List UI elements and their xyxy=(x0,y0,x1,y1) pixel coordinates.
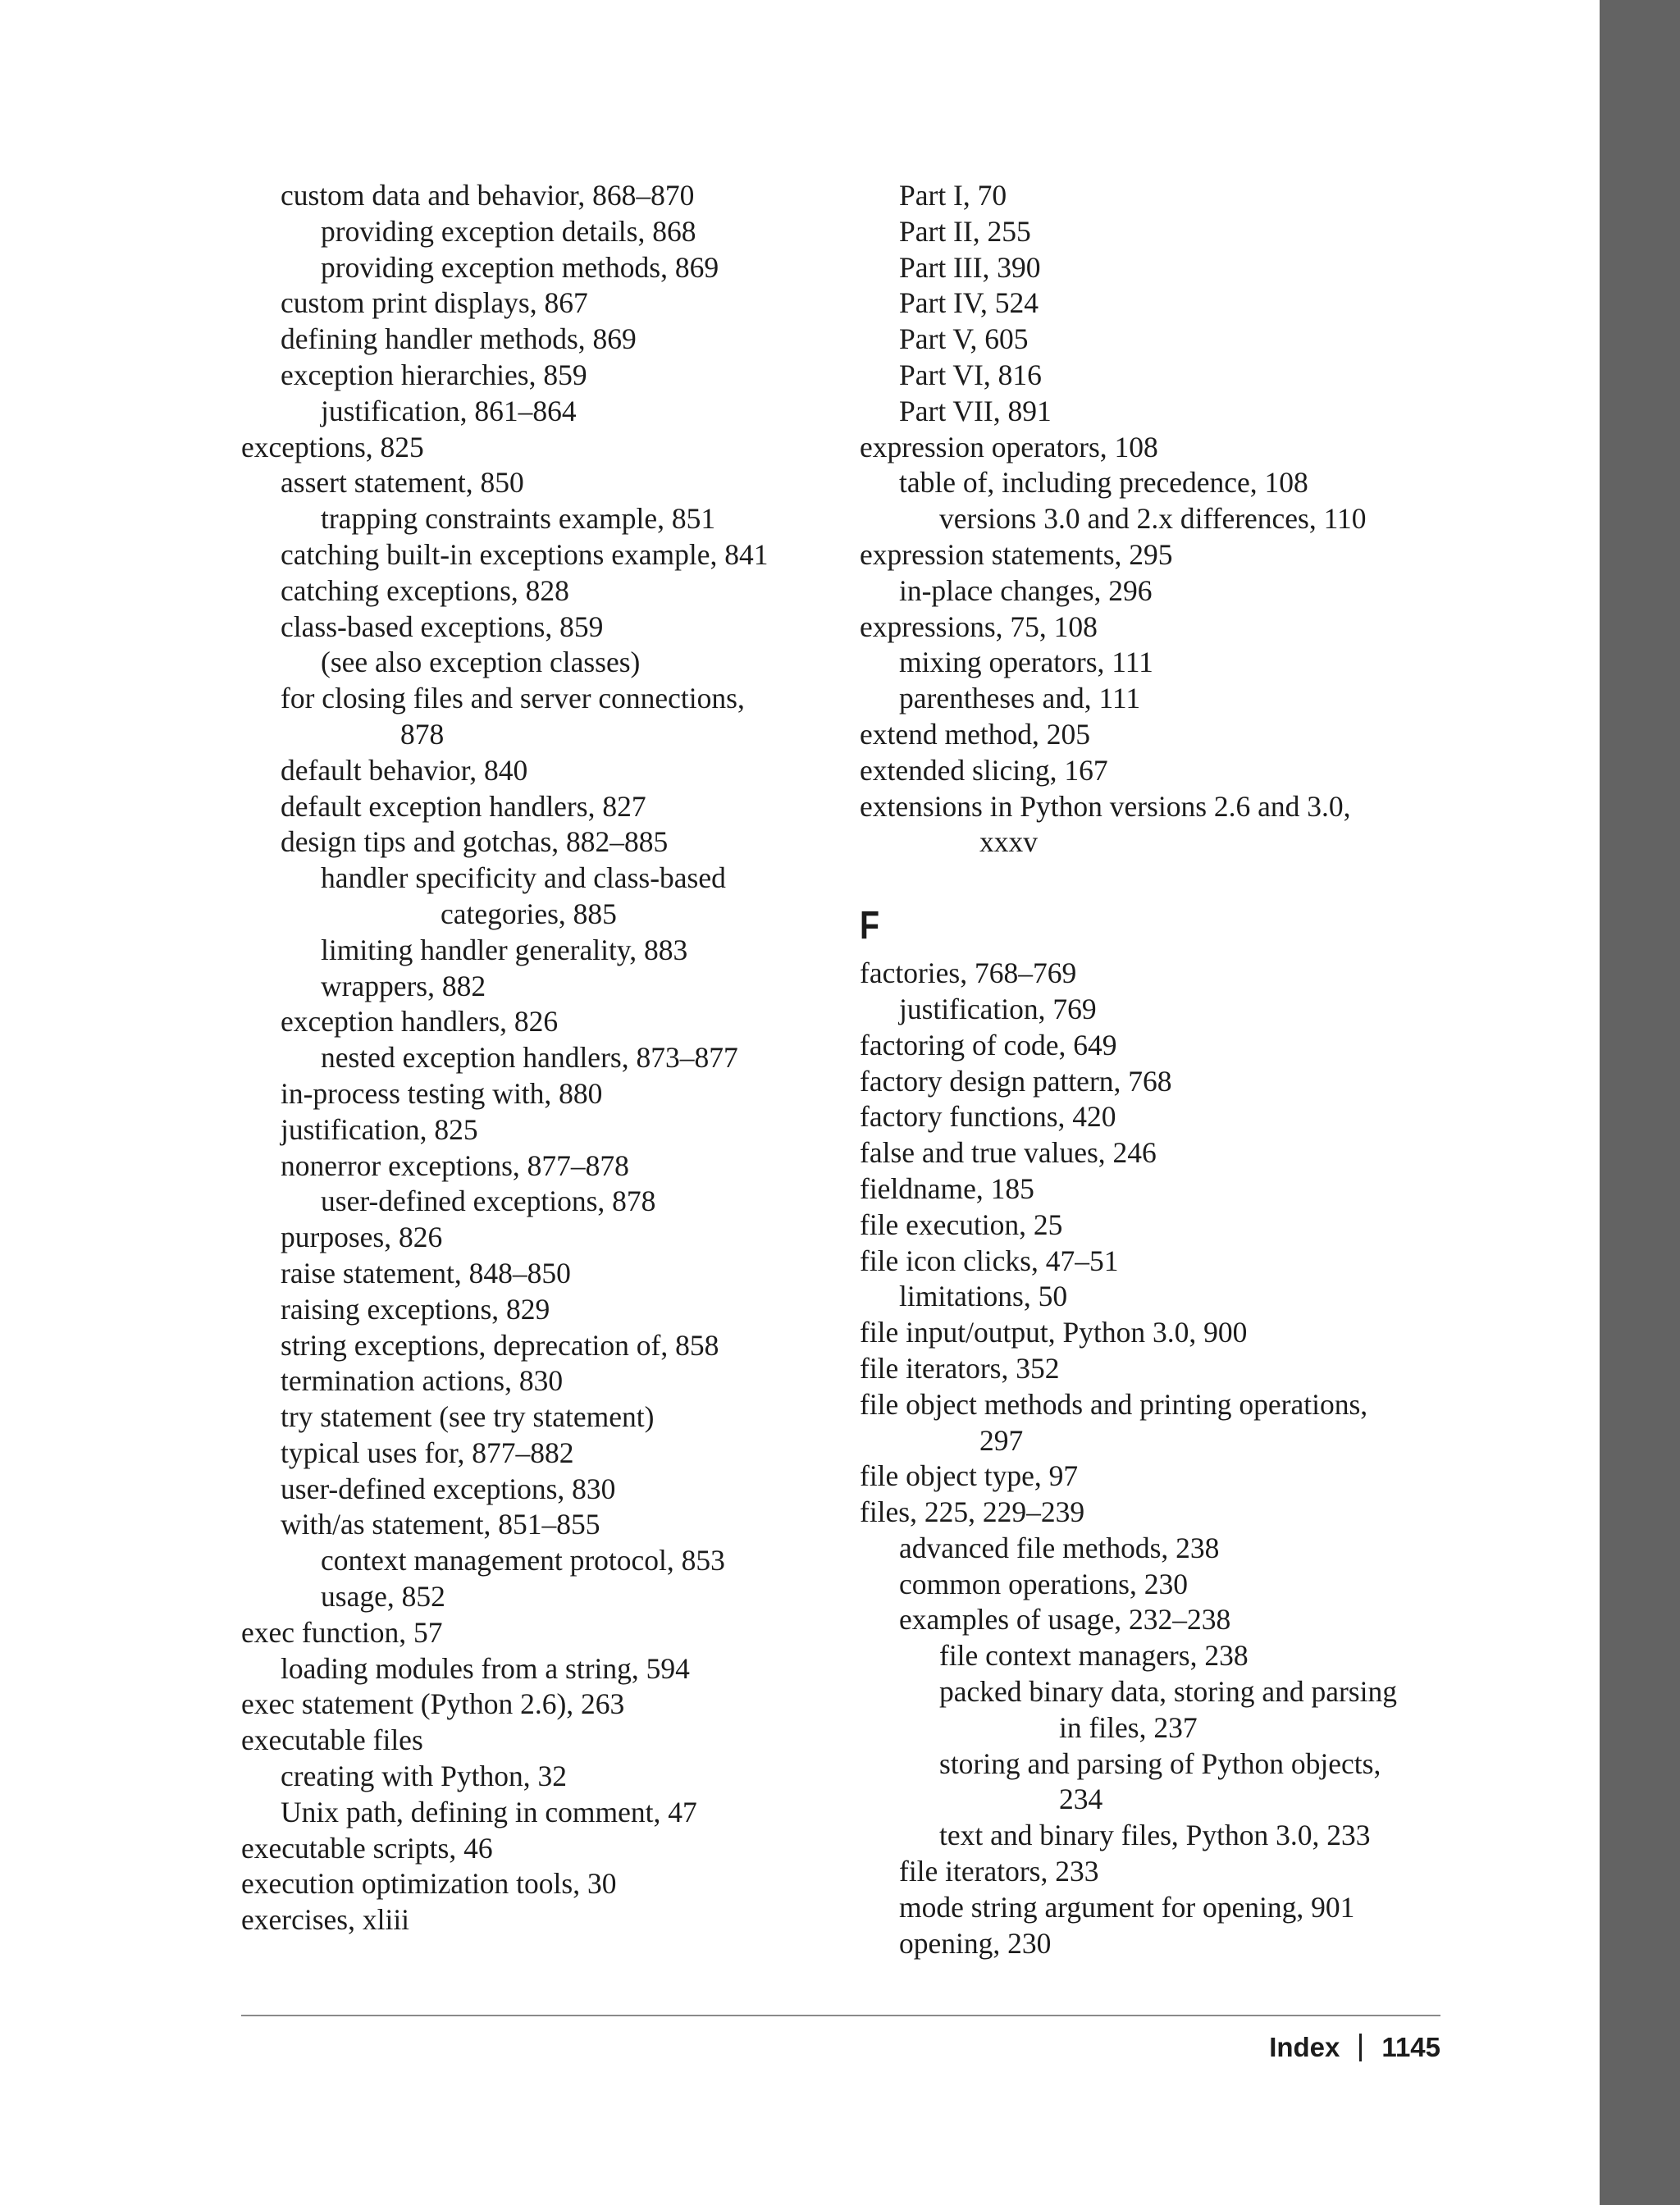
index-entry: wrappers, 882 xyxy=(321,969,486,1002)
index-entry-continuation: 234 xyxy=(1059,1783,1103,1816)
index-entry: (see also exception classes) xyxy=(321,646,641,679)
index-entry: Part VII, 891 xyxy=(899,394,1052,427)
index-entry: justification, 769 xyxy=(899,992,1097,1025)
index-entry: opening, 230 xyxy=(899,1926,1052,1960)
index-entry-continuation: xxxv xyxy=(979,825,1038,859)
index-entry: limitations, 50 xyxy=(899,1280,1068,1313)
index-entry: executable scripts, 46 xyxy=(241,1831,493,1865)
index-entry: exec statement (Python 2.6), 263 xyxy=(241,1687,625,1721)
footer-section-label: Index xyxy=(1269,2032,1340,2062)
index-entry: Part II, 255 xyxy=(899,214,1031,248)
index-entry: class-based exceptions, 859 xyxy=(281,609,604,643)
index-entry: justification, 825 xyxy=(281,1112,478,1146)
index-entry: default behavior, 840 xyxy=(281,753,528,787)
index-entry: exception handlers, 826 xyxy=(281,1005,559,1039)
index-entry-continuation: 878 xyxy=(400,717,445,751)
index-entry: with/as statement, 851–855 xyxy=(281,1508,600,1541)
index-entry: raise statement, 848–850 xyxy=(281,1256,571,1290)
index-entry: false and true values, 246 xyxy=(860,1136,1157,1170)
index-entry: text and binary files, Python 3.0, 233 xyxy=(939,1819,1371,1852)
index-entry: fieldname, 185 xyxy=(860,1171,1034,1205)
index-entry: Unix path, defining in comment, 47 xyxy=(281,1795,697,1828)
index-entry: extended slicing, 167 xyxy=(860,753,1108,787)
index-entry: try statement (see try statement) xyxy=(281,1400,655,1434)
index-entry-continuation: 297 xyxy=(979,1423,1024,1457)
index-entry: termination actions, 830 xyxy=(281,1364,564,1398)
index-entry: Part I, 70 xyxy=(899,179,1007,212)
index-entry: raising exceptions, 829 xyxy=(281,1292,550,1326)
index-entry: providing exception methods, 869 xyxy=(321,250,719,284)
index-entry: expression statements, 295 xyxy=(860,537,1173,571)
index-entry: justification, 861–864 xyxy=(321,394,577,427)
section-heading-letter: F xyxy=(860,904,880,948)
index-entry: providing exception details, 868 xyxy=(321,214,696,248)
index-column-left xyxy=(241,178,848,1938)
index-entry: assert statement, 850 xyxy=(281,466,524,500)
index-entry: creating with Python, 32 xyxy=(281,1760,568,1793)
index-entry: factory design pattern, 768 xyxy=(860,1064,1172,1098)
index-entry: file iterators, 352 xyxy=(860,1351,1060,1385)
index-entry: file object type, 97 xyxy=(860,1459,1079,1493)
index-entry: Part IV, 524 xyxy=(899,286,1039,320)
index-entry: handler specificity and class-based xyxy=(321,861,726,895)
index-entry: trapping constraints example, 851 xyxy=(321,502,716,536)
index-entry: nonerror exceptions, 877–878 xyxy=(281,1148,629,1182)
section-spacer xyxy=(860,861,1450,897)
index-entry: user-defined exceptions, 878 xyxy=(321,1185,656,1218)
index-entry: Part V, 605 xyxy=(899,322,1029,356)
index-entry: file object methods and printing operations, xyxy=(860,1387,1368,1421)
index-entry: file input/output, Python 3.0, 900 xyxy=(860,1316,1248,1349)
index-entry: table of, including precedence, 108 xyxy=(899,466,1308,500)
index-entry: storing and parsing of Python objects, xyxy=(939,1746,1381,1780)
index-entry: Part III, 390 xyxy=(899,250,1041,284)
index-column-right xyxy=(860,178,1450,1961)
index-entry: extensions in Python versions 2.6 and 3.0, xyxy=(860,789,1351,823)
index-entry: context management protocol, 853 xyxy=(321,1544,725,1577)
index-entries-e-continued xyxy=(860,178,1450,861)
index-entry-continuation: categories, 885 xyxy=(441,897,617,930)
index-entry: custom data and behavior, 868–870 xyxy=(281,179,695,212)
index-entry: file iterators, 233 xyxy=(899,1855,1099,1888)
index-entry: in-process testing with, 880 xyxy=(281,1076,603,1110)
index-entry: exec function, 57 xyxy=(241,1615,443,1649)
index-entry: versions 3.0 and 2.x differences, 110 xyxy=(939,502,1367,536)
index-entry: exceptions, 825 xyxy=(241,430,424,463)
index-entry: common operations, 230 xyxy=(899,1567,1188,1600)
index-entry: default exception handlers, 827 xyxy=(281,789,646,823)
page-footer xyxy=(1269,2029,1440,2066)
index-entry: extend method, 205 xyxy=(860,717,1090,751)
footer-separator xyxy=(1359,2034,1362,2061)
index-entry: user-defined exceptions, 830 xyxy=(281,1472,616,1505)
index-entry: file icon clicks, 47–51 xyxy=(860,1244,1119,1277)
index-entry-continuation: in files, 237 xyxy=(1059,1710,1198,1744)
index-entry: usage, 852 xyxy=(321,1580,445,1614)
index-entry: factory functions, 420 xyxy=(860,1100,1116,1134)
page-number: 1145 xyxy=(1381,2032,1440,2062)
index-entry: purposes, 826 xyxy=(281,1221,443,1254)
index-entry: catching exceptions, 828 xyxy=(281,573,569,607)
page-edge-bar xyxy=(1600,0,1680,2205)
index-entry: custom print displays, 867 xyxy=(281,286,588,320)
index-entry: design tips and gotchas, 882–885 xyxy=(281,825,669,859)
index-entry: execution optimization tools, 30 xyxy=(241,1867,617,1901)
index-entry: expression operators, 108 xyxy=(860,430,1158,463)
index-entry: file execution, 25 xyxy=(860,1208,1063,1241)
index-entry: files, 225, 229–239 xyxy=(860,1495,1085,1529)
index-entries-f xyxy=(860,956,1450,1961)
index-entry: defining handler methods, 869 xyxy=(281,322,637,356)
index-entry: catching built-in exceptions example, 841 xyxy=(281,537,769,571)
index-entry: factoring of code, 649 xyxy=(860,1028,1117,1061)
index-entry: Part VI, 816 xyxy=(899,358,1042,391)
footer-rule xyxy=(241,2015,1440,2016)
index-entry: typical uses for, 877–882 xyxy=(281,1436,574,1469)
index-entry: parentheses and, 111 xyxy=(899,682,1141,715)
index-entry: exercises, xliii xyxy=(241,1903,410,1937)
index-entry: nested exception handlers, 873–877 xyxy=(321,1041,738,1075)
index-entry: exception hierarchies, 859 xyxy=(281,358,587,391)
index-entry: file context managers, 238 xyxy=(939,1639,1249,1673)
index-entry: loading modules from a string, 594 xyxy=(281,1651,690,1685)
index-entry: in-place changes, 296 xyxy=(899,573,1153,607)
index-entry: string exceptions, deprecation of, 858 xyxy=(281,1328,719,1362)
index-entry: mode string argument for opening, 901 xyxy=(899,1890,1355,1924)
index-entry: executable files xyxy=(241,1723,423,1757)
index-entry: factories, 768–769 xyxy=(860,956,1077,990)
index-entry: for closing files and server connections, xyxy=(281,682,745,715)
index-entry: limiting handler generality, 883 xyxy=(321,933,688,966)
index-entry: examples of usage, 232–238 xyxy=(899,1603,1231,1637)
index-entry: advanced file methods, 238 xyxy=(899,1531,1220,1564)
index-entry: expressions, 75, 108 xyxy=(860,609,1098,643)
index-entry: packed binary data, storing and parsing xyxy=(939,1675,1397,1709)
index-entry: mixing operators, 111 xyxy=(899,646,1153,679)
